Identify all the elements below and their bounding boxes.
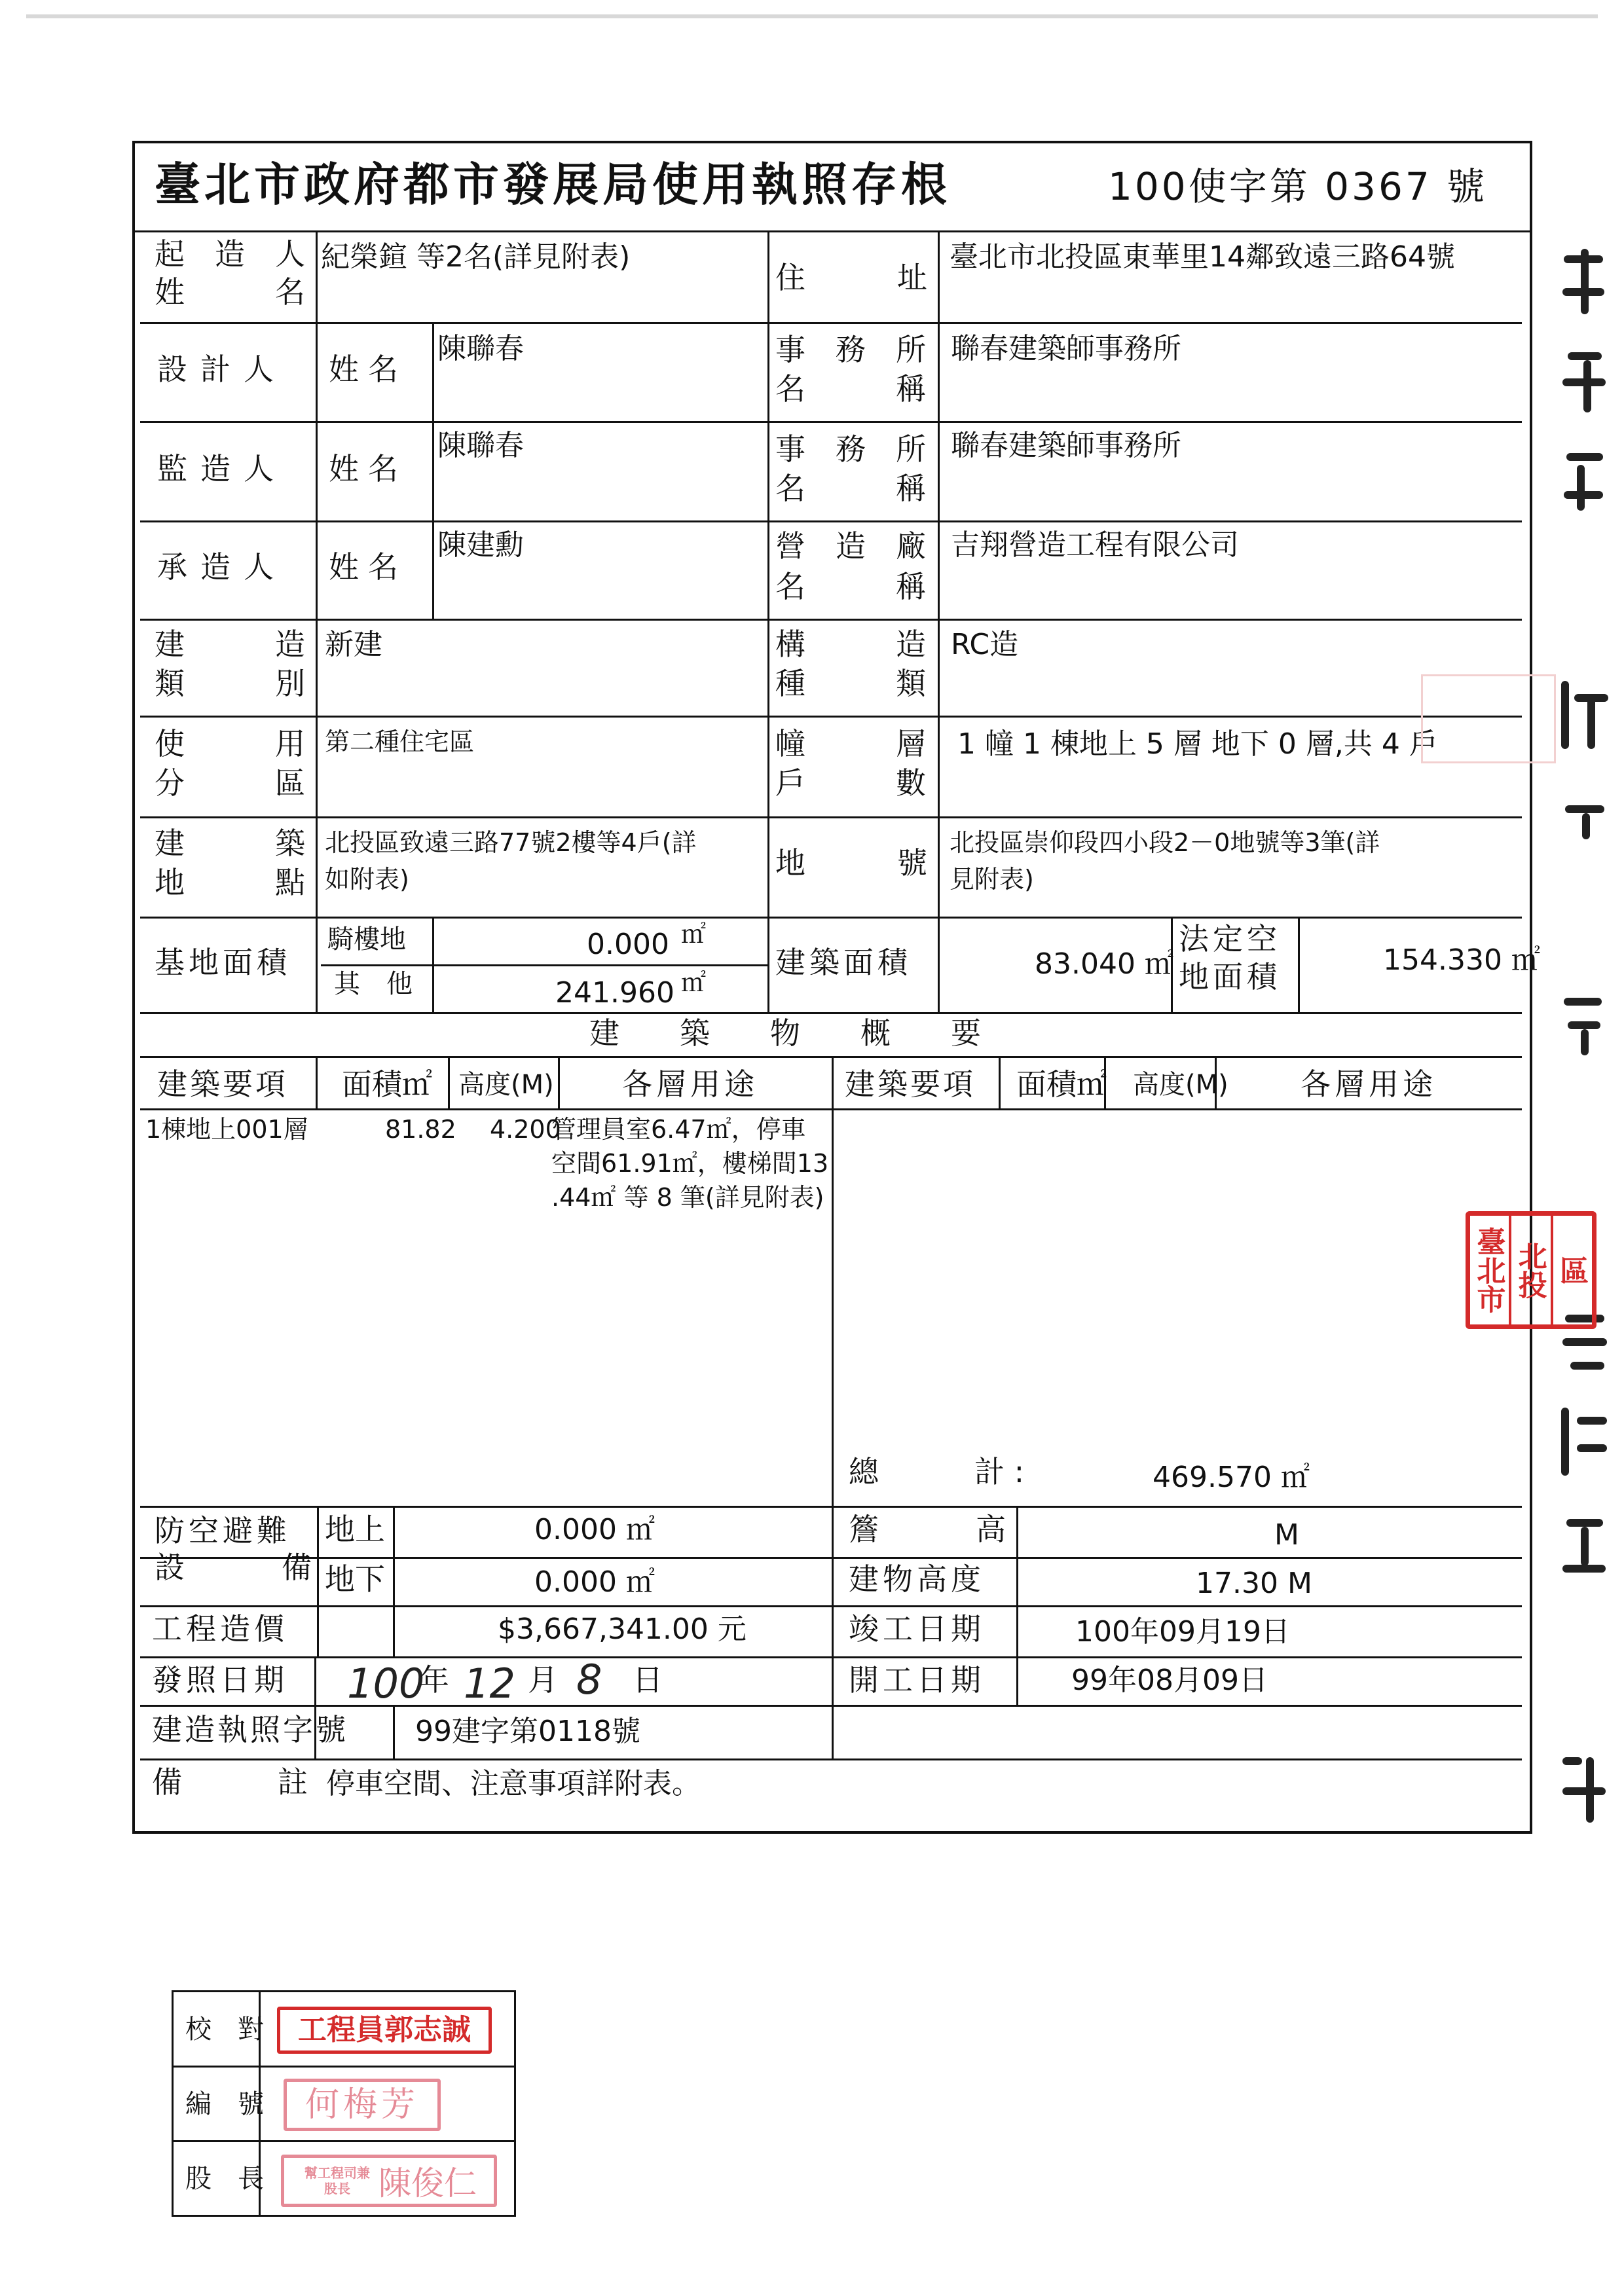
grid-line <box>140 1605 1522 1607</box>
license-label: 建造執照字號 <box>152 1712 348 1747</box>
shelter-label-2: 設 備 <box>155 1550 312 1585</box>
count-label-1: 幢 層 <box>775 726 926 761</box>
zone-label-1: 使 用 <box>155 726 305 761</box>
issue-year-unit: 年 <box>419 1662 449 1698</box>
license-value: 99建字第0118號 <box>415 1715 640 1748</box>
shelter-below-value: 0.000 ㎡ <box>534 1565 655 1599</box>
overview-header-area-right: 面積㎡ <box>1016 1066 1107 1102</box>
designer-office: 聯春建築師事務所 <box>951 332 1181 365</box>
overview-header-height-right: 高度(M) <box>1133 1070 1228 1100</box>
remarks-label: 備 註 <box>152 1764 308 1800</box>
build-type-label-2: 類 別 <box>155 666 305 701</box>
open-space-value: 154.330 ㎡ <box>1383 943 1540 977</box>
side-margin-glyph <box>1557 799 1610 871</box>
overview-row-use-3: .44㎡ 等 8 筆(詳見附表) <box>551 1183 824 1212</box>
site-value-2: 如附表) <box>325 865 409 894</box>
overview-row-item: 1棟地上001層 <box>145 1115 308 1144</box>
building-height-value: 17.30 M <box>1196 1567 1312 1600</box>
address-label: 住 址 <box>775 260 927 295</box>
zone-value: 第二種住宅區 <box>325 727 475 756</box>
overview-header-use: 各層用途 <box>622 1066 758 1102</box>
overview-header-item: 建築要項 <box>157 1066 288 1102</box>
site-value-1: 北投區致遠三路77號2樓等4戶(詳 <box>325 828 697 857</box>
grid-line <box>938 230 940 1012</box>
owner-label-line1: 起 造 人 <box>155 236 305 272</box>
contractor-role: 承造人 <box>157 549 287 585</box>
issue-date-label: 發照日期 <box>152 1662 288 1698</box>
cost-value: $3,667,341.00 元 <box>498 1613 747 1646</box>
arcade-unit: ㎡ <box>681 920 707 949</box>
build-type-value: 新建 <box>325 628 382 661</box>
official-seal: 臺北市 北投 區 <box>1466 1211 1596 1329</box>
zone-label-2: 分 區 <box>155 765 305 801</box>
contractor-firm-label-1: 營 造 廠 <box>775 528 926 564</box>
signoff-label-check: 校 對 <box>185 2014 264 2045</box>
signoff-label-chief: 股 長 <box>185 2164 264 2194</box>
grid-line <box>316 1056 318 1108</box>
grid-line <box>140 716 1522 718</box>
grid-line <box>317 1506 319 1656</box>
side-margin-glyph <box>1557 347 1610 419</box>
lot-value-2: 見附表) <box>950 865 1034 894</box>
grid-line <box>140 816 1522 818</box>
designer-office-label-1: 事 務 所 <box>775 332 926 367</box>
contractor-name-label: 姓名 <box>329 549 407 585</box>
grid-line <box>448 1056 450 1108</box>
building-height-label: 建物高度 <box>849 1561 985 1597</box>
grid-line <box>140 322 1522 324</box>
start-date-value: 99年08月09日 <box>1071 1664 1268 1697</box>
open-space-label-2: 地面積 <box>1179 959 1281 994</box>
grid-line <box>140 421 1522 423</box>
remarks-value: 停車空間、注意事項詳附表。 <box>326 1767 701 1800</box>
issue-month: 12 <box>464 1660 515 1707</box>
build-type-label-1: 建 造 <box>155 627 305 662</box>
grid-line <box>140 1056 1522 1058</box>
side-margin-glyph <box>1557 249 1610 321</box>
lot-value-1: 北投區崇仰段四小段2－0地號等3筆(詳 <box>950 828 1380 857</box>
issue-month-unit: 月 <box>528 1662 558 1698</box>
grid-line <box>140 520 1522 522</box>
grid-line <box>393 1705 395 1758</box>
scan-edge <box>26 14 1598 18</box>
structure-value: RC造 <box>951 628 1019 661</box>
overview-header-area: 面積㎡ <box>342 1066 432 1102</box>
side-margin-glyph <box>1557 1512 1610 1584</box>
grid-line <box>140 1758 1522 1760</box>
address-value: 臺北市北投區東華里14鄰致遠三路64號 <box>950 240 1455 274</box>
stamp-number-clerk: 何梅芳 <box>284 2079 441 2131</box>
issue-year: 100 <box>347 1660 425 1707</box>
lot-label: 地 號 <box>775 845 927 881</box>
contractor-firm-label-2: 名 稱 <box>775 569 926 604</box>
grid-line <box>432 322 434 619</box>
grid-line <box>140 1012 1522 1014</box>
designer-name-label: 姓名 <box>329 352 407 387</box>
supervisor-name-label: 姓名 <box>329 451 407 486</box>
count-value: 1 幢 1 棟地上 5 層 地下 0 層,共 4 戶 <box>957 727 1438 761</box>
shelter-below-label: 地下 <box>325 1561 385 1597</box>
faint-stamp-mark <box>1421 674 1556 763</box>
designer-name: 陳聯春 <box>437 332 524 365</box>
overview-title: 建 築 物 概 要 <box>589 1015 981 1051</box>
other-value: 241.960 <box>555 976 674 1010</box>
start-date-label: 開工日期 <box>849 1662 985 1698</box>
permit-number: 100使字第 0367 號 <box>1108 164 1488 209</box>
arcade-value: 0.000 <box>587 928 669 961</box>
shelter-above-value: 0.000 ㎡ <box>534 1513 655 1546</box>
overview-header-height: 高度(M) <box>458 1070 554 1100</box>
issue-day: 8 <box>576 1656 602 1704</box>
grid-line <box>1298 917 1300 1012</box>
grid-line <box>140 619 1522 621</box>
other-unit: ㎡ <box>681 968 707 997</box>
supervisor-office: 聯春建築師事務所 <box>951 429 1181 462</box>
site-label-1: 建 築 <box>155 826 305 861</box>
grid-line <box>140 1506 1522 1508</box>
supervisor-office-label-1: 事 務 所 <box>775 431 926 467</box>
designer-role: 設計人 <box>157 352 287 387</box>
building-area-label: 建築面積 <box>775 945 912 980</box>
overview-row-use-2: 空間61.91㎡，樓梯間13 <box>551 1149 829 1178</box>
contractor-firm: 吉翔營造工程有限公司 <box>951 528 1239 562</box>
side-margin-glyph <box>1557 681 1610 753</box>
eave-label: 簷 高 <box>849 1512 1006 1547</box>
grid-line <box>767 230 769 1012</box>
grid-line <box>1016 1506 1018 1705</box>
overview-row-height: 4.200 <box>490 1115 561 1144</box>
side-margin-glyph <box>1557 989 1610 1061</box>
owner-value: 紀榮鍹 等2名(詳見附表) <box>321 240 631 274</box>
overview-row-use-1: 管理員室6.47㎡，停車 <box>551 1115 806 1144</box>
supervisor-office-label-2: 名 稱 <box>775 471 926 506</box>
stamp-engineer: 工程員郭志誠 <box>277 2007 492 2054</box>
total-label-1: 總 <box>849 1454 879 1489</box>
grid-line <box>140 917 1522 919</box>
grid-line <box>321 964 769 966</box>
issue-day-unit: 日 <box>633 1662 663 1698</box>
site-label-2: 地 點 <box>155 865 305 900</box>
grid-line <box>316 230 318 1012</box>
total-value: 469.570 ㎡ <box>1153 1461 1310 1494</box>
grid-line <box>140 1656 1522 1658</box>
document-title: 臺北市政府都市發展局使用執照存根 <box>155 158 951 211</box>
supervisor-role: 監造人 <box>157 451 287 486</box>
contractor-name: 陳建勳 <box>437 528 524 562</box>
grid-line <box>140 1108 1522 1110</box>
other-label: 其 他 <box>334 969 413 999</box>
structure-label-2: 種 類 <box>775 666 926 701</box>
side-margin-glyph <box>1557 1755 1610 1827</box>
overview-header-item-right: 建築要項 <box>845 1066 976 1102</box>
total-label-2: 計 : <box>974 1454 1025 1489</box>
signoff-label-number: 編 號 <box>185 2089 264 2119</box>
grid-line <box>999 1056 1001 1108</box>
count-label-2: 戶 數 <box>775 765 926 801</box>
grid-line <box>558 1056 560 1108</box>
overview-row-area: 81.82 <box>385 1115 456 1144</box>
grid-line <box>140 1557 1522 1559</box>
grid-line <box>832 1056 834 1758</box>
base-area-label: 基地面積 <box>155 945 291 980</box>
designer-office-label-2: 名 稱 <box>775 371 926 407</box>
eave-value: M <box>1274 1518 1299 1552</box>
signoff-box <box>172 1990 516 2217</box>
cost-label: 工程造價 <box>152 1611 288 1647</box>
owner-label-line2: 姓 名 <box>155 274 305 310</box>
side-margin-glyph <box>1557 1408 1610 1480</box>
complete-date-label: 竣工日期 <box>849 1611 985 1647</box>
shelter-label-1: 防空避難 <box>155 1513 291 1548</box>
building-area-value: 83.040 ㎡ <box>1035 947 1173 981</box>
complete-date-value: 100年09月19日 <box>1075 1615 1290 1649</box>
shelter-above-label: 地上 <box>325 1512 385 1547</box>
arcade-label: 騎樓地 <box>327 924 406 955</box>
grid-line <box>132 230 1530 232</box>
side-margin-glyph <box>1557 445 1610 517</box>
supervisor-name: 陳聯春 <box>437 429 524 462</box>
open-space-label-1: 法定空 <box>1179 921 1281 957</box>
stamp-section-chief: 幫工程司兼股長 陳俊仁 <box>281 2155 497 2207</box>
grid-line <box>393 1506 395 1656</box>
overview-header-use-right: 各層用途 <box>1301 1066 1437 1102</box>
structure-label-1: 構 造 <box>775 627 926 662</box>
grid-line <box>432 917 434 1012</box>
